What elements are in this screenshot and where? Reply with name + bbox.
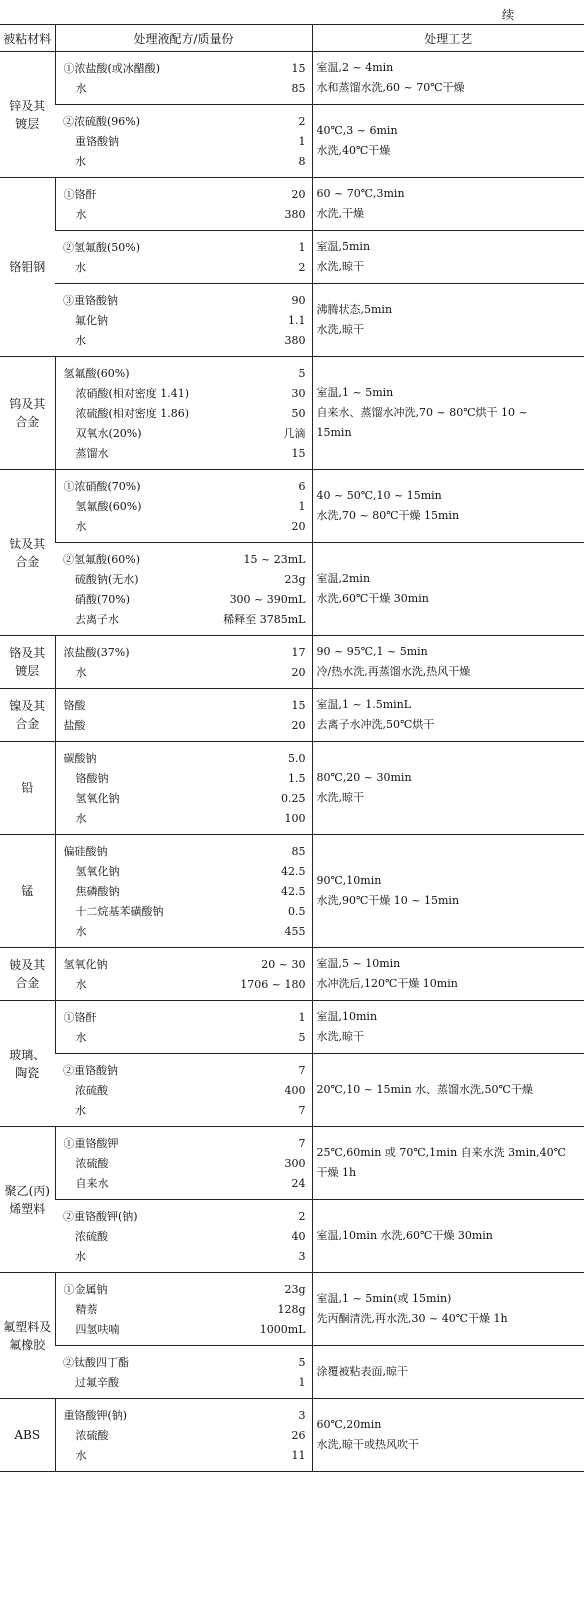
- ingredient-quantity: 几滴: [283, 427, 306, 440]
- material-cell: 铍及其 合金: [0, 948, 55, 1001]
- process-line: 水洗,60℃干燥 30min: [316, 592, 429, 605]
- ingredient-quantity: 1: [298, 240, 306, 254]
- recipe-line: [56, 715, 312, 735]
- recipe-line: [56, 841, 312, 861]
- process-line: 25℃,60min 或 70℃,1min 自来水洗 3min,40℃: [316, 1146, 566, 1159]
- ingredient-quantity: 26: [291, 1428, 306, 1442]
- ingredient-name: 四氢呋喃: [75, 1323, 120, 1336]
- ingredient-name: ②浓硫酸(96%): [63, 115, 141, 128]
- ingredient-quantity: 20 ~ 30: [261, 957, 306, 971]
- ingredient-name: 水: [75, 978, 87, 991]
- process-line: 干燥 1h: [316, 1166, 357, 1179]
- recipe-line: [55, 589, 312, 609]
- process-line: 20℃,10 ~ 15min 水、蒸馏水洗,50℃干燥: [316, 1083, 533, 1096]
- recipe-line: [56, 861, 312, 881]
- ingredient-name: 水: [75, 334, 86, 347]
- process-line: 冷/热水洗,再蒸馏水洗,热风干燥: [316, 665, 471, 678]
- ingredient-name: 重铬酸钾(钠): [63, 1409, 128, 1422]
- process-cell: [312, 742, 584, 835]
- ingredient-quantity: 380: [284, 333, 306, 347]
- ingredient-quantity: 8: [298, 154, 306, 168]
- material-cell: 钛及其 合金: [0, 470, 55, 636]
- process-cell: [312, 835, 584, 948]
- recipe-line: [55, 131, 312, 151]
- ingredient-quantity: 455: [284, 924, 306, 938]
- recipe-line: [55, 310, 312, 330]
- ingredient-quantity: 1: [298, 499, 306, 513]
- process-line: 先丙酮清洗,再水洗,30 ~ 40℃干燥 1h: [316, 1312, 508, 1325]
- header-process: 处理工艺: [312, 25, 584, 52]
- recipe-cell: [55, 1399, 312, 1472]
- recipe-line: [56, 496, 312, 516]
- process-line: 60℃,20min: [316, 1418, 382, 1431]
- process-line: 水洗,40℃干燥: [316, 144, 391, 157]
- process-line: 水洗,晾干: [316, 791, 364, 804]
- ingredient-name: 水: [75, 812, 87, 825]
- ingredient-quantity: 5: [298, 1355, 306, 1369]
- recipe-line: [56, 1007, 312, 1027]
- recipe-line: [56, 1445, 312, 1465]
- header-material: 被粘材料: [0, 25, 55, 52]
- ingredient-quantity: 1: [298, 134, 306, 148]
- ingredient-quantity: 1.1: [288, 313, 306, 327]
- ingredient-name: 浓硫酸: [75, 1157, 109, 1170]
- recipe-line: [56, 788, 312, 808]
- ingredient-quantity: 42.5: [281, 884, 306, 898]
- material-cell: 铬钼钢: [0, 178, 55, 357]
- ingredient-quantity: 7: [298, 1103, 306, 1117]
- process-line: 室温,1 ~ 5min(或 15min): [316, 1292, 452, 1305]
- recipe-cell: [55, 284, 312, 357]
- table-row: [0, 1399, 584, 1472]
- table-row: [0, 1054, 584, 1127]
- process-line: 15min: [316, 426, 352, 439]
- ingredient-name: ②氢氟酸(50%): [63, 241, 141, 254]
- ingredient-quantity: 128g: [277, 1302, 306, 1316]
- ingredient-quantity: 23g: [284, 572, 306, 586]
- process-line: 室温,10min 水洗,60℃干燥 30min: [316, 1229, 493, 1242]
- continued-label: 续: [501, 8, 514, 22]
- header-recipe: 处理液配方/质量份: [55, 25, 312, 52]
- recipe-line: [56, 642, 312, 662]
- process-line: 水洗,晾干: [316, 323, 364, 336]
- recipe-line: [55, 549, 312, 569]
- material-cell: 锌及其 镀层: [0, 52, 55, 178]
- ingredient-quantity: 400: [284, 1083, 306, 1097]
- ingredient-quantity: 23g: [284, 1282, 306, 1296]
- table-row: [0, 284, 584, 357]
- process-line: 自来水、蒸馏水冲洗,70 ~ 80℃烘干 10 ~: [316, 406, 528, 419]
- process-cell: [312, 1346, 584, 1399]
- ingredient-quantity: 2: [298, 114, 306, 128]
- ingredient-name: 蒸馏水: [75, 447, 109, 460]
- recipe-cell: [55, 178, 312, 231]
- recipe-line: [55, 1060, 312, 1080]
- recipe-line: [56, 1027, 312, 1047]
- process-cell: [312, 636, 584, 689]
- ingredient-name: ②钛酸四丁酯: [63, 1356, 129, 1369]
- recipe-line: [56, 695, 312, 715]
- recipe-line: [56, 383, 312, 403]
- ingredient-quantity: 85: [291, 844, 306, 858]
- ingredient-quantity: 1706 ~ 180: [240, 977, 306, 991]
- ingredient-name: 水: [75, 1250, 86, 1263]
- recipe-line: [56, 1173, 312, 1193]
- recipe-cell: [55, 742, 312, 835]
- table-row: [0, 1001, 584, 1054]
- recipe-line: [56, 423, 312, 443]
- ingredient-name: 焦磷酸钠: [75, 885, 120, 898]
- recipe-cell: [55, 357, 312, 470]
- ingredient-name: 水: [75, 155, 86, 168]
- process-line: 室温,2min: [316, 572, 371, 585]
- recipe-cell: [55, 636, 312, 689]
- recipe-line: [56, 808, 312, 828]
- ingredient-name: 氢氧化钠: [75, 865, 120, 878]
- ingredient-name: 盐酸: [63, 719, 86, 732]
- process-cell: [312, 284, 584, 357]
- recipe-line: [55, 1100, 312, 1120]
- ingredient-quantity: 15: [291, 61, 306, 75]
- ingredient-name: 铬酸: [63, 699, 86, 712]
- ingredient-name: 双氧水(20%): [75, 427, 142, 440]
- surface-treatment-table: [0, 24, 584, 1472]
- ingredient-name: 碳酸钠: [63, 752, 97, 765]
- recipe-line: [56, 662, 312, 682]
- ingredient-quantity: 90: [291, 293, 306, 307]
- ingredient-name: 水: [75, 1031, 87, 1044]
- ingredient-name: ②氢氟酸(60%): [63, 553, 141, 566]
- ingredient-name: 偏硅酸钠: [63, 845, 108, 858]
- material-cell: ABS: [0, 1399, 55, 1472]
- process-line: 90℃,10min: [316, 874, 382, 887]
- ingredient-name: 十二烷基苯磺酸钠: [75, 905, 164, 918]
- process-line: 水洗,干燥: [316, 207, 364, 220]
- process-line: 水洗,90℃干燥 10 ~ 15min: [316, 894, 460, 907]
- ingredient-name: ①浓硝酸(70%): [63, 480, 141, 493]
- process-cell: [312, 1399, 584, 1472]
- recipe-line: [55, 1372, 312, 1392]
- ingredient-name: 氢氟酸(60%): [63, 367, 130, 380]
- process-line: 室温,5 ~ 10min: [316, 957, 401, 970]
- ingredient-name: 水: [75, 925, 87, 938]
- recipe-line: [56, 78, 312, 98]
- table-row: [0, 948, 584, 1001]
- process-cell: [312, 470, 584, 543]
- process-line: 90 ~ 95℃,1 ~ 5min: [316, 645, 428, 658]
- ingredient-quantity: 17: [291, 645, 306, 659]
- recipe-line: [56, 516, 312, 536]
- table-row: [0, 105, 584, 178]
- ingredient-name: ②重铬酸钾(钠): [63, 1210, 138, 1223]
- recipe-line: [55, 1080, 312, 1100]
- material-cell: 铅: [0, 742, 55, 835]
- recipe-line: [56, 1405, 312, 1425]
- table-body: [0, 52, 584, 1472]
- ingredient-name: 氢氟酸(60%): [75, 500, 142, 513]
- recipe-line: [56, 58, 312, 78]
- ingredient-name: 水: [75, 1104, 86, 1117]
- recipe-line: [56, 1153, 312, 1173]
- ingredient-name: 氢氧化钠: [63, 958, 108, 971]
- process-cell: [312, 1001, 584, 1054]
- ingredient-quantity: 5: [298, 366, 306, 380]
- ingredient-quantity: 2: [298, 260, 306, 274]
- ingredient-name: 自来水: [75, 1177, 109, 1190]
- ingredient-quantity: 40: [291, 1229, 306, 1243]
- ingredient-name: 水: [75, 261, 86, 274]
- table-row: [0, 470, 584, 543]
- recipe-line: [56, 1279, 312, 1299]
- recipe-line: [55, 290, 312, 310]
- ingredient-quantity: 1: [298, 1010, 306, 1024]
- ingredient-quantity: 300: [284, 1156, 306, 1170]
- process-line: 水洗,晾干或热风吹干: [316, 1438, 419, 1451]
- ingredient-name: 浓硫酸: [75, 1429, 109, 1442]
- recipe-cell: [55, 1127, 312, 1200]
- recipe-line: [55, 569, 312, 589]
- process-cell: [312, 52, 584, 105]
- table-row: [0, 52, 584, 105]
- ingredient-name: ①铬酐: [63, 1011, 97, 1024]
- process-line: 60 ~ 70℃,3min: [316, 187, 405, 200]
- recipe-cell: [55, 835, 312, 948]
- process-line: 室温,10min: [316, 1010, 378, 1023]
- ingredient-name: 浓盐酸(37%): [63, 646, 130, 659]
- recipe-line: [56, 1299, 312, 1319]
- ingredient-name: 水: [75, 208, 87, 221]
- recipe-cell: [55, 52, 312, 105]
- ingredient-name: ②重铬酸钠: [63, 1064, 118, 1077]
- recipe-line: [55, 1246, 312, 1266]
- recipe-cell: [55, 470, 312, 543]
- ingredient-name: 铬酸钠: [75, 772, 109, 785]
- process-line: 40 ~ 50℃,10 ~ 15min: [316, 489, 442, 502]
- recipe-line: [56, 768, 312, 788]
- recipe-cell: [55, 231, 312, 284]
- ingredient-quantity: 1: [298, 1375, 306, 1389]
- header-row: [0, 25, 584, 52]
- material-cell: 锰: [0, 835, 55, 948]
- ingredient-name: 水: [75, 1449, 87, 1462]
- ingredient-quantity: 稀释至 3785mL: [223, 613, 306, 626]
- process-cell: [312, 948, 584, 1001]
- recipe-cell: [55, 543, 312, 636]
- ingredient-quantity: 6: [298, 479, 306, 493]
- table-row: [0, 689, 584, 742]
- ingredient-quantity: 20: [291, 718, 306, 732]
- table-row: [0, 636, 584, 689]
- ingredient-name: 过氟辛酸: [75, 1376, 119, 1389]
- recipe-line: [55, 609, 312, 629]
- ingredient-quantity: 42.5: [281, 864, 306, 878]
- ingredient-name: 浓硫酸: [75, 1084, 108, 1097]
- recipe-line: [56, 443, 312, 463]
- process-line: 80℃,20 ~ 30min: [316, 771, 412, 784]
- ingredient-quantity: 85: [291, 81, 306, 95]
- ingredient-quantity: 20: [291, 665, 306, 679]
- ingredient-quantity: 5.0: [288, 751, 306, 765]
- ingredient-name: 水: [75, 666, 87, 679]
- ingredient-quantity: 3: [298, 1408, 306, 1422]
- table-row: [0, 543, 584, 636]
- ingredient-name: 水: [75, 520, 87, 533]
- ingredient-quantity: 380: [284, 207, 306, 221]
- ingredient-quantity: 3: [298, 1249, 306, 1263]
- table-row: [0, 178, 584, 231]
- ingredient-name: 浓硫酸: [75, 1230, 108, 1243]
- process-cell: [312, 543, 584, 636]
- material-cell: 铬及其 镀层: [0, 636, 55, 689]
- process-line: 去离子水冲洗,50℃烘干: [316, 718, 435, 731]
- table-row: [0, 835, 584, 948]
- table-row: [0, 1200, 584, 1273]
- table-row: [0, 1127, 584, 1200]
- recipe-line: [56, 954, 312, 974]
- process-cell: [312, 1127, 584, 1200]
- ingredient-quantity: 5: [298, 1030, 306, 1044]
- recipe-cell: [55, 105, 312, 178]
- ingredient-quantity: 15 ~ 23mL: [243, 552, 306, 566]
- process-cell: [312, 1200, 584, 1273]
- process-line: 沸腾状态,5min: [316, 303, 393, 316]
- ingredient-name: 精萘: [75, 1303, 98, 1316]
- ingredient-quantity: 0.25: [281, 791, 306, 805]
- process-line: 涂覆被粘表面,晾干: [316, 1365, 408, 1378]
- recipe-line: [55, 1352, 312, 1372]
- ingredient-quantity: 20: [291, 519, 306, 533]
- process-line: 室温,1 ~ 5min: [316, 386, 394, 399]
- ingredient-quantity: 2: [298, 1209, 306, 1223]
- ingredient-name: 去离子水: [75, 613, 119, 626]
- process-line: 水和蒸馏水洗,60 ~ 70℃干燥: [316, 81, 465, 94]
- recipe-line: [56, 476, 312, 496]
- process-cell: [312, 231, 584, 284]
- ingredient-name: ①金属钠: [63, 1283, 108, 1296]
- material-cell: 氟塑料及 氟橡胶: [0, 1273, 55, 1399]
- process-line: 水洗,晾干: [316, 1030, 364, 1043]
- recipe-line: [55, 237, 312, 257]
- ingredient-quantity: 300 ~ 390mL: [229, 592, 306, 606]
- ingredient-name: 硫酸钠(无水): [75, 573, 139, 586]
- recipe-line: [56, 184, 312, 204]
- table-row: [0, 1346, 584, 1399]
- recipe-line: [56, 974, 312, 994]
- process-line: 水洗,70 ~ 80℃干燥 15min: [316, 509, 460, 522]
- process-line: 水冲洗后,120℃干燥 10min: [316, 977, 458, 990]
- ingredient-quantity: 15: [291, 698, 306, 712]
- process-cell: [312, 1273, 584, 1346]
- process-line: 室温,1 ~ 1.5minL: [316, 698, 412, 711]
- table-row: [0, 357, 584, 470]
- recipe-line: [56, 1319, 312, 1339]
- ingredient-name: ①浓盐酸(或冰醋酸): [63, 62, 161, 75]
- ingredient-name: 氢氧化钠: [75, 792, 120, 805]
- recipe-line: [56, 403, 312, 423]
- ingredient-name: ③重铬酸钠: [63, 294, 118, 307]
- ingredient-quantity: 15: [291, 446, 306, 460]
- material-cell: 镍及其 合金: [0, 689, 55, 742]
- recipe-line: [56, 881, 312, 901]
- recipe-line: [56, 204, 312, 224]
- recipe-line: [55, 151, 312, 171]
- recipe-cell: [55, 1054, 312, 1127]
- ingredient-quantity: 50: [291, 406, 306, 420]
- recipe-cell: [55, 1273, 312, 1346]
- recipe-line: [56, 901, 312, 921]
- recipe-line: [55, 1206, 312, 1226]
- ingredient-quantity: 7: [298, 1063, 306, 1077]
- process-cell: [312, 357, 584, 470]
- ingredient-quantity: 7: [298, 1136, 306, 1150]
- recipe-line: [55, 1226, 312, 1246]
- recipe-line: [55, 330, 312, 350]
- process-cell: [312, 689, 584, 742]
- process-line: 40℃,3 ~ 6min: [316, 124, 398, 137]
- ingredient-name: 氟化钠: [75, 314, 108, 327]
- ingredient-quantity: 1000mL: [259, 1322, 306, 1336]
- recipe-line: [55, 111, 312, 131]
- recipe-line: [56, 1133, 312, 1153]
- ingredient-name: 重铬酸钠: [75, 135, 119, 148]
- material-cell: 聚乙(丙) 烯塑料: [0, 1127, 55, 1273]
- ingredient-quantity: 11: [291, 1448, 306, 1462]
- process-line: 室温,2 ~ 4min: [316, 61, 394, 74]
- ingredient-quantity: 100: [284, 811, 306, 825]
- ingredient-quantity: 1.5: [288, 771, 306, 785]
- material-cell: 玻璃、 陶瓷: [0, 1001, 55, 1127]
- recipe-line: [56, 363, 312, 383]
- ingredient-quantity: 20: [291, 187, 306, 201]
- ingredient-name: 水: [75, 82, 87, 95]
- recipe-line: [56, 748, 312, 768]
- recipe-cell: [55, 1001, 312, 1054]
- recipe-cell: [55, 948, 312, 1001]
- recipe-line: [56, 1425, 312, 1445]
- ingredient-name: ①铬酐: [63, 188, 97, 201]
- table-row: [0, 231, 584, 284]
- table-row: [0, 742, 584, 835]
- recipe-line: [55, 257, 312, 277]
- ingredient-name: 硝酸(70%): [75, 593, 131, 606]
- process-line: 室温,5min: [316, 240, 371, 253]
- table-row: [0, 1273, 584, 1346]
- process-line: 水洗,晾干: [316, 260, 364, 273]
- process-cell: [312, 178, 584, 231]
- recipe-cell: [55, 689, 312, 742]
- ingredient-name: 浓硝酸(相对密度 1.41): [75, 387, 190, 400]
- recipe-cell: [55, 1200, 312, 1273]
- ingredient-quantity: 0.5: [288, 904, 306, 918]
- ingredient-quantity: 24: [291, 1176, 306, 1190]
- ingredient-name: ①重铬酸钾: [63, 1137, 119, 1150]
- material-cell: 钨及其 合金: [0, 357, 55, 470]
- ingredient-name: 浓硫酸(相对密度 1.86): [75, 407, 190, 420]
- recipe-line: [56, 921, 312, 941]
- process-cell: [312, 1054, 584, 1127]
- ingredient-quantity: 30: [291, 386, 306, 400]
- recipe-cell: [55, 1346, 312, 1399]
- process-cell: [312, 105, 584, 178]
